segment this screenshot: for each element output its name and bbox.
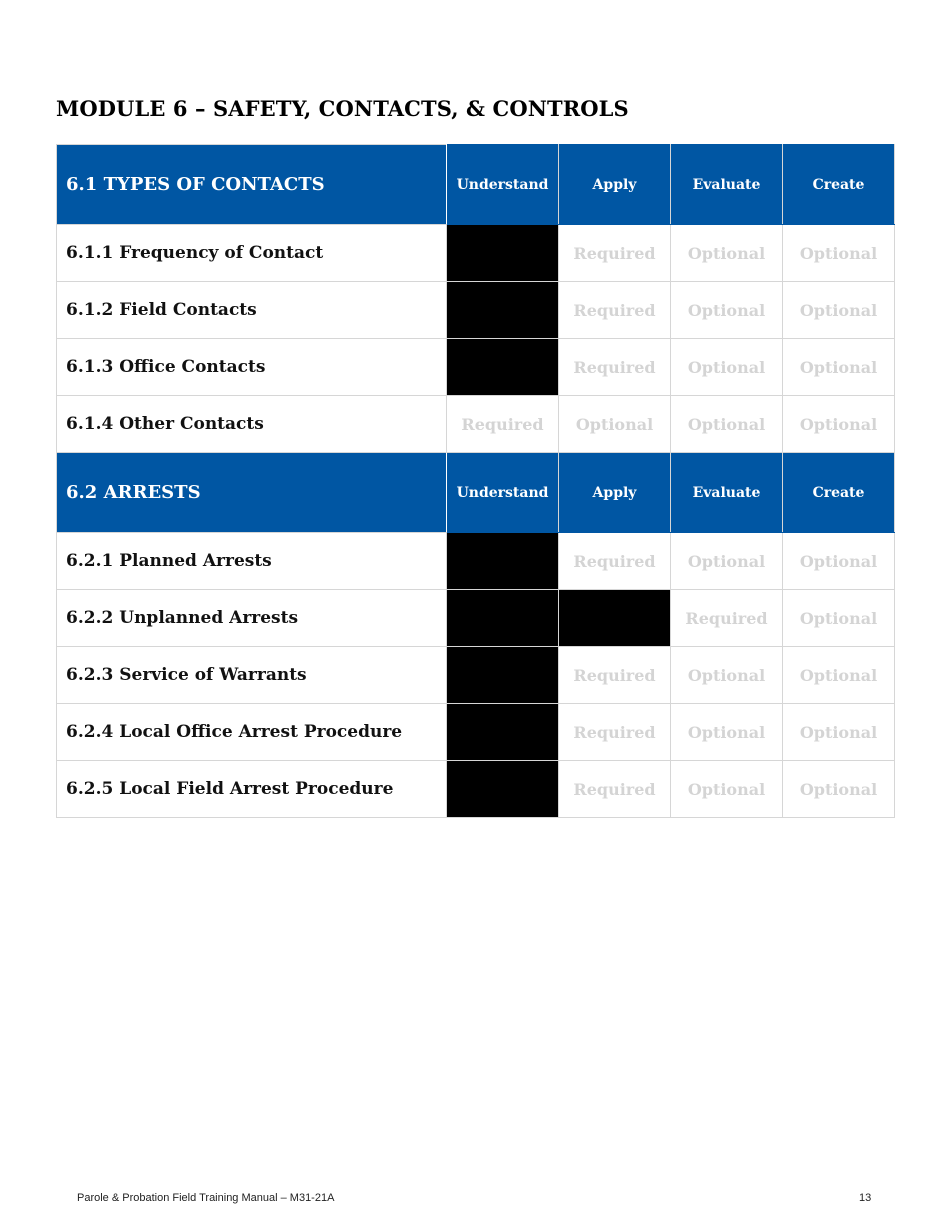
table-row bbox=[57, 396, 895, 453]
level-cell-evaluate: Optional bbox=[671, 761, 783, 818]
filled-level-cell-apply bbox=[559, 590, 671, 647]
level-header-evaluate: Evaluate bbox=[671, 145, 783, 225]
filled-level-cell-understand bbox=[447, 704, 559, 761]
table-row bbox=[57, 761, 895, 818]
topic-label: 6.1.2 Field Contacts bbox=[57, 282, 447, 339]
page-title: MODULE 6 – SAFETY, CONTACTS, & CONTROLS bbox=[56, 96, 629, 121]
topic-label: 6.2.1 Planned Arrests bbox=[57, 533, 447, 590]
section-title: 6.1 TYPES OF CONTACTS bbox=[57, 145, 447, 225]
level-cell-apply: Required bbox=[559, 282, 671, 339]
level-cell-create: Optional bbox=[783, 704, 895, 761]
topic-label: 6.1.4 Other Contacts bbox=[57, 396, 447, 453]
level-cell-apply: Required bbox=[559, 647, 671, 704]
section-header-row bbox=[57, 453, 895, 533]
level-cell-create: Optional bbox=[783, 761, 895, 818]
topic-label: 6.2.4 Local Office Arrest Procedure bbox=[57, 704, 447, 761]
level-cell-apply: Required bbox=[559, 225, 671, 282]
level-header-understand: Understand bbox=[447, 453, 559, 533]
level-cell-create: Optional bbox=[783, 225, 895, 282]
filled-level-cell-understand bbox=[447, 533, 559, 590]
table-row bbox=[57, 282, 895, 339]
level-header-understand: Understand bbox=[447, 145, 559, 225]
level-header-evaluate: Evaluate bbox=[671, 453, 783, 533]
topic-label: 6.2.5 Local Field Arrest Procedure bbox=[57, 761, 447, 818]
training-matrix-table bbox=[56, 144, 895, 818]
level-cell-evaluate: Optional bbox=[671, 704, 783, 761]
level-cell-create: Optional bbox=[783, 590, 895, 647]
table-row bbox=[57, 647, 895, 704]
level-cell-create: Optional bbox=[783, 339, 895, 396]
table-row bbox=[57, 339, 895, 396]
filled-level-cell-understand bbox=[447, 590, 559, 647]
topic-label: 6.2.3 Service of Warrants bbox=[57, 647, 447, 704]
level-header-create: Create bbox=[783, 453, 895, 533]
level-cell-apply: Required bbox=[559, 533, 671, 590]
topic-label: 6.1.1 Frequency of Contact bbox=[57, 225, 447, 282]
level-cell-evaluate: Optional bbox=[671, 225, 783, 282]
level-cell-apply: Optional bbox=[559, 396, 671, 453]
footer-page-number: 13 bbox=[859, 1192, 872, 1204]
level-header-apply: Apply bbox=[559, 145, 671, 225]
level-cell-evaluate: Optional bbox=[671, 396, 783, 453]
filled-level-cell-understand bbox=[447, 647, 559, 704]
level-cell-apply: Required bbox=[559, 761, 671, 818]
section-title: 6.2 ARRESTS bbox=[57, 453, 447, 533]
level-cell-evaluate: Required bbox=[671, 590, 783, 647]
filled-level-cell-understand bbox=[447, 282, 559, 339]
level-cell-evaluate: Optional bbox=[671, 647, 783, 704]
level-cell-create: Optional bbox=[783, 647, 895, 704]
table-row bbox=[57, 225, 895, 282]
filled-level-cell-understand bbox=[447, 225, 559, 282]
level-header-apply: Apply bbox=[559, 453, 671, 533]
level-cell-create: Optional bbox=[783, 533, 895, 590]
section-header-row bbox=[57, 145, 895, 225]
topic-label: 6.1.3 Office Contacts bbox=[57, 339, 447, 396]
level-cell-apply: Required bbox=[559, 704, 671, 761]
table-row bbox=[57, 590, 895, 647]
level-cell-create: Optional bbox=[783, 282, 895, 339]
level-cell-create: Optional bbox=[783, 396, 895, 453]
table-row bbox=[57, 533, 895, 590]
level-cell-evaluate: Optional bbox=[671, 339, 783, 396]
table-row bbox=[57, 704, 895, 761]
level-cell-apply: Required bbox=[559, 339, 671, 396]
level-cell-evaluate: Optional bbox=[671, 533, 783, 590]
level-cell-understand: Required bbox=[447, 396, 559, 453]
topic-label: 6.2.2 Unplanned Arrests bbox=[57, 590, 447, 647]
level-header-create: Create bbox=[783, 145, 895, 225]
filled-level-cell-understand bbox=[447, 339, 559, 396]
footer-manual-title: Parole & Probation Field Training Manual – M31-21A bbox=[77, 1192, 335, 1204]
filled-level-cell-understand bbox=[447, 761, 559, 818]
level-cell-evaluate: Optional bbox=[671, 282, 783, 339]
